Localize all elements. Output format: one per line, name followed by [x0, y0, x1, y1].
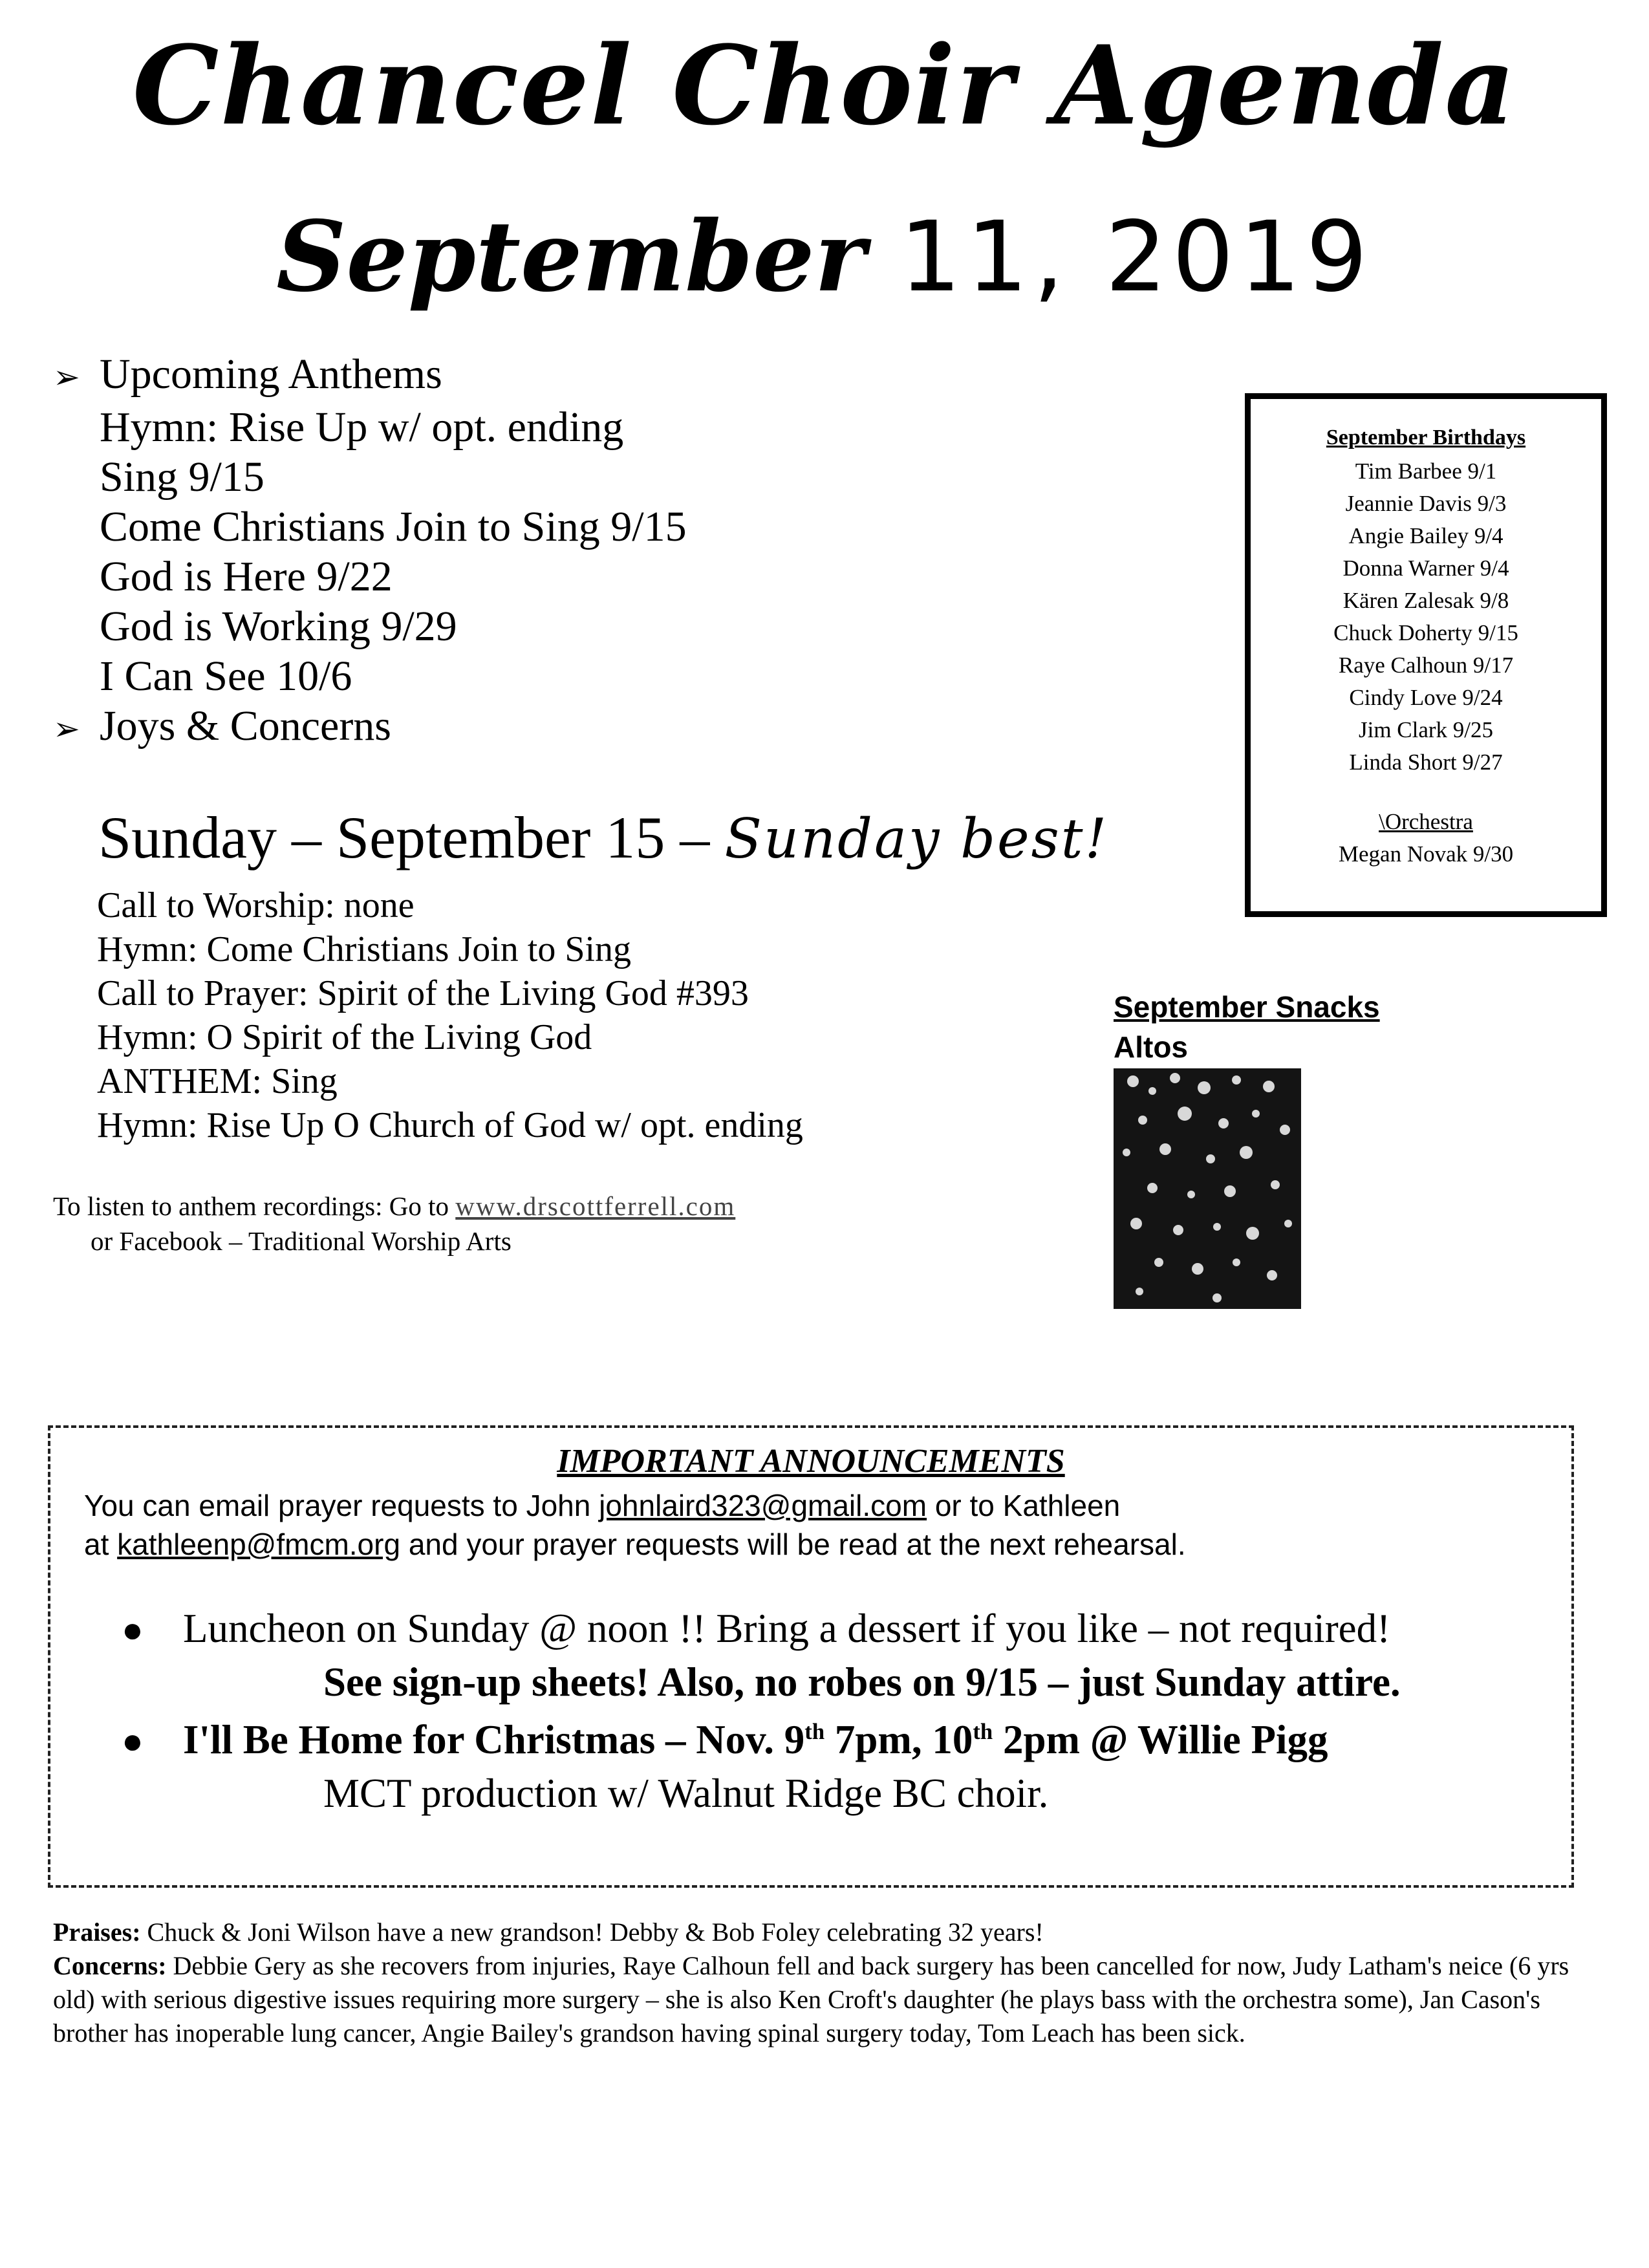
service-order [97, 883, 803, 1147]
listen-prefix: To listen to anthem recordings: Go to [53, 1191, 456, 1221]
snacks-group: Altos [1114, 1030, 1188, 1064]
ann-line1-prefix: You can email prayer requests to John [84, 1489, 599, 1522]
concerns-text: Debbie Gery as she recovers from injuries, Raye Calhoun fell and back surgery has been cancelled for now, Judy Latham's neice (6 yrs old) with serious digestive issues requiring more surgery – she is also Ken Croft's daughter (he plays bass with the orchestra some), Jan Cason's brother has inoperable lung cancer, Angie Bailey's grandson having spinal surgery today, Tom Leach has been sick. [53, 1951, 1569, 2047]
christmas-sup-2: th [973, 1720, 993, 1744]
anthem-item: I Can See 10/6 [100, 653, 352, 700]
birthday-item: Linda Short 9/27 [1349, 750, 1503, 775]
email-link-john[interactable]: johnlaird323@gmail.com [599, 1489, 927, 1522]
orchestra-label: \Orchestra [1379, 809, 1473, 834]
listen-line-2: or Facebook – Traditional Worship Arts [91, 1226, 512, 1256]
praises-text: Chuck & Joni Wilson have a new grandson! Debby & Bob Foley celebrating 32 years! [140, 1917, 1044, 1947]
concerns-paragraph [53, 1949, 1592, 2050]
date-day-year: 11, 2019 [899, 201, 1373, 314]
praises-label: Praises: [53, 1917, 141, 1947]
birthday-item: Raye Calhoun 9/17 [1338, 653, 1514, 678]
ann-line2-suffix: and your prayer requests will be read at the next rehearsal. [400, 1528, 1186, 1561]
christmas-part-c: 2pm @ Willie Pigg [993, 1717, 1328, 1762]
service-item: Hymn: Come Christians Join to Sing [97, 929, 632, 969]
birthday-item: Tim Barbee 9/1 [1355, 459, 1497, 484]
praises-line [53, 1916, 1592, 1949]
announcements-title: IMPORTANT ANNOUNCEMENTS [557, 1443, 1065, 1480]
birthday-item: Chuck Doherty 9/15 [1333, 620, 1518, 645]
ann-line1-suffix: or to Kathleen [927, 1489, 1121, 1522]
christmas-part-b: 7pm, 10 [824, 1717, 973, 1762]
anthem-item: God is Here 9/22 [100, 553, 393, 600]
announcement-christmas [122, 1706, 1328, 1819]
christmas-line-2: MCT production w/ Walnut Ridge BC choir. [323, 1771, 1049, 1816]
agenda-date [0, 200, 1649, 314]
service-item: Hymn: O Spirit of the Living God [97, 1017, 592, 1057]
date-month: September [276, 200, 866, 314]
sunday-tagline: Sunday best! [724, 807, 1109, 870]
bullet-dot-icon: ● [122, 1610, 144, 1650]
birthday-item: Megan Novak 9/30 [1338, 841, 1514, 867]
service-item: ANTHEM: Sing [97, 1061, 338, 1101]
christmas-part-a: I'll Be Home for Christmas – Nov. 9 [183, 1717, 805, 1762]
listen-line [53, 1189, 735, 1224]
anthem-item: Sing 9/15 [100, 453, 264, 501]
announcements-intro [84, 1486, 1186, 1564]
upcoming-anthems-section [53, 349, 687, 754]
birthday-item: Jeannie Davis 9/3 [1345, 491, 1507, 516]
recordings-link[interactable]: www.drscottferrell.com [455, 1191, 736, 1221]
announcements-box [48, 1425, 1574, 1888]
praises-concerns [53, 1916, 1592, 2050]
service-item: Call to Prayer: Spirit of the Living God #393 [97, 973, 749, 1013]
anthem-item: Come Christians Join to Sing 9/15 [100, 503, 687, 550]
announcement-luncheon [122, 1603, 1401, 1708]
luncheon-line-1: Luncheon on Sunday @ noon !! Bring a dessert if you like – not required! [183, 1606, 1391, 1651]
birthday-item: Cindy Love 9/24 [1349, 685, 1503, 710]
email-link-kathleen[interactable]: kathleenp@fmcm.org [117, 1528, 401, 1561]
joys-heading: Joys & Concerns [100, 702, 391, 750]
birthday-item: Jim Clark 9/25 [1358, 717, 1494, 742]
birthday-item: Kären Zalesak 9/8 [1342, 588, 1509, 613]
listen-info [53, 1189, 735, 1258]
birthday-item: Donna Warner 9/4 [1342, 556, 1509, 581]
anthems-heading: Upcoming Anthems [100, 351, 442, 398]
birthdays-heading: September Birthdays [1326, 426, 1526, 449]
luncheon-line-2: See sign-up sheets! Also, no robes on 9/15 – just Sunday attire. [323, 1659, 1401, 1705]
anthem-item: Hymn: Rise Up w/ opt. ending [100, 404, 624, 451]
service-item: Hymn: Rise Up O Church of God w/ opt. ending [97, 1105, 803, 1145]
christmas-sup-1: th [804, 1720, 825, 1744]
page-title: Chancel Choir Agenda [132, 21, 1517, 149]
concerns-label: Concerns: [53, 1951, 167, 1980]
sunday-heading [98, 802, 1108, 874]
arrow-bullet-icon: ➢ [53, 359, 80, 395]
anthem-item: God is Working 9/29 [100, 603, 457, 650]
joys-heading-row [53, 701, 687, 754]
snacks-flower-photo [1114, 1068, 1301, 1309]
sunday-heading-text: Sunday – September 15 – [98, 805, 710, 870]
birthdays-box [1245, 393, 1607, 917]
ann-line2-prefix: at [84, 1528, 118, 1561]
birthday-item: Angie Bailey 9/4 [1348, 523, 1503, 548]
service-item: Call to Worship: none [97, 885, 415, 925]
bullet-dot-icon: ● [122, 1722, 144, 1762]
snacks-heading: September Snacks [1114, 990, 1380, 1024]
anthems-heading-row [53, 349, 687, 402]
arrow-bullet-icon: ➢ [53, 711, 80, 747]
